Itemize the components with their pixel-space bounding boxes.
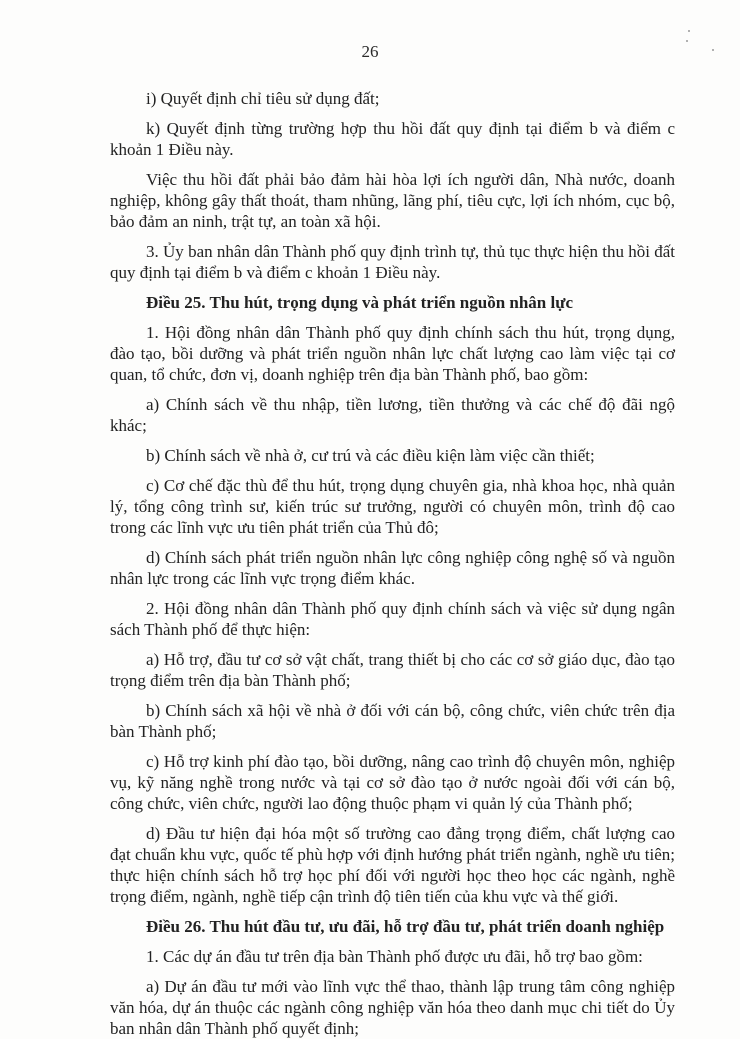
list-item-paragraph: d) Đầu tư hiện đại hóa một số trường cao đẳng trọng điểm, chất lượng cao đạt chuẩn khu vực, quốc tế phù hợp với định hướng phát triển ngành, nghề ưu tiên; thực hiện chính sách hỗ trợ học phí đối với người học theo học các ngành, nghề trọng điểm, ngành, nghề tiếp cận trình độ tiên tiến của khu vực và thế giới. bbox=[110, 824, 675, 906]
body-paragraph: Việc thu hồi đất phải bảo đảm hài hòa lợi ích người dân, Nhà nước, doanh nghiệp, không gây thất thoát, tham nhũng, lãng phí, tiêu cực, lợi ích nhóm, cục bộ, bảo đảm an ninh, trật tự, an toàn xã hội. bbox=[110, 170, 675, 231]
scan-speck bbox=[712, 49, 714, 51]
body-paragraph: 1. Các dự án đầu tư trên địa bàn Thành phố được ưu đãi, hỗ trợ bao gồm: bbox=[146, 947, 643, 966]
list-item-paragraph: c) Cơ chế đặc thù để thu hút, trọng dụng chuyên gia, nhà khoa học, nhà quản lý, tổng công trình sư, kiến trúc sư trưởng, người có chuyên môn, trình độ cao trong các lĩnh vực ưu tiên phát triển của Thủ đô; bbox=[110, 476, 675, 537]
body-paragraph: 3. Ủy ban nhân dân Thành phố quy định trình tự, thủ tục thực hiện thu hồi đất quy định tại điểm b và điểm c khoản 1 Điều này. bbox=[110, 242, 675, 282]
list-item-paragraph: c) Hỗ trợ kinh phí đào tạo, bồi dưỡng, nâng cao trình độ chuyên môn, nghiệp vụ, kỹ năng nghề trong nước và tại cơ sở đào tạo ở nước ngoài đối với cán bộ, công chức, viên chức, người lao động thuộc phạm vi quản lý của Thành phố; bbox=[110, 752, 675, 813]
list-item-paragraph: a) Hỗ trợ, đầu tư cơ sở vật chất, trang thiết bị cho các cơ sở giáo dục, đào tạo trọng điểm trên địa bàn Thành phố; bbox=[110, 650, 675, 690]
list-item-paragraph: b) Chính sách xã hội về nhà ở đối với cán bộ, công chức, viên chức trên địa bàn Thành phố; bbox=[110, 701, 675, 741]
scan-speck bbox=[686, 40, 688, 42]
body-paragraph: 1. Hội đồng nhân dân Thành phố quy định chính sách thu hút, trọng dụng, đào tạo, bồi dưỡng và phát triển nguồn nhân lực chất lượng cao làm việc tại cơ quan, tổ chức, đơn vị, doanh nghiệp trên địa bàn Thành phố, bao gồm: bbox=[110, 323, 675, 384]
document-body bbox=[110, 88, 675, 1048]
list-item-paragraph: a) Chính sách về thu nhập, tiền lương, tiền thưởng và các chế độ đãi ngộ khác; bbox=[110, 395, 675, 435]
body-paragraph: 2. Hội đồng nhân dân Thành phố quy định chính sách và việc sử dụng ngân sách Thành phố để thực hiện: bbox=[110, 599, 675, 639]
article-heading: Điều 26. Thu hút đầu tư, ưu đãi, hỗ trợ đầu tư, phát triển doanh nghiệp bbox=[146, 917, 665, 936]
list-item-paragraph: a) Dự án đầu tư mới vào lĩnh vực thể thao, thành lập trung tâm công nghiệp văn hóa, dự án thuộc các ngành công nghiệp văn hóa theo danh mục chi tiết do Ủy ban nhân dân Thành phố quyết định; bbox=[110, 977, 675, 1038]
list-item-paragraph: k) Quyết định từng trường hợp thu hồi đất quy định tại điểm b và điểm c khoản 1 Điều này. bbox=[110, 119, 675, 159]
page-number: 26 bbox=[361, 42, 379, 61]
list-item-paragraph: d) Chính sách phát triển nguồn nhân lực công nghiệp công nghệ số và nguồn nhân lực trong các lĩnh vực trọng điểm khác. bbox=[110, 548, 675, 588]
scan-speck bbox=[688, 30, 690, 32]
article-heading: Điều 25. Thu hút, trọng dụng và phát triển nguồn nhân lực bbox=[146, 293, 573, 312]
list-item-paragraph: b) Chính sách về nhà ở, cư trú và các điều kiện làm việc cần thiết; bbox=[146, 446, 595, 465]
list-item-paragraph: i) Quyết định chỉ tiêu sử dụng đất; bbox=[146, 89, 380, 108]
